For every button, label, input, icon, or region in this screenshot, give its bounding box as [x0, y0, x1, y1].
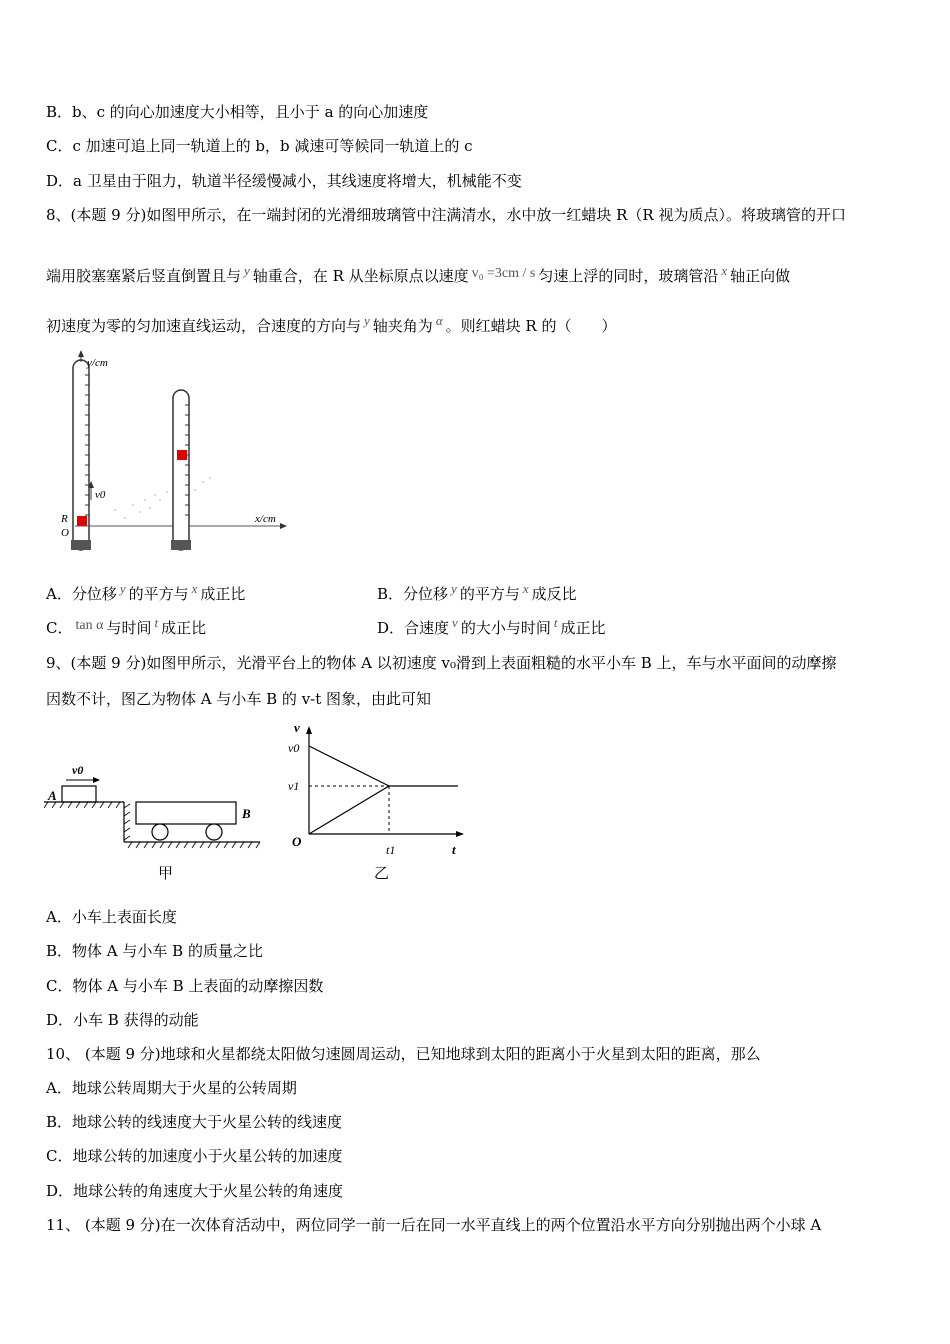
q11-stem: 11、 (本题 9 分)在一次体育活动中，两位同学一前一后在同一水平直线上的两个位置沿水平方向分别抛出两个小球 A: [46, 1216, 822, 1234]
v0-label: v0: [95, 489, 106, 501]
v-axis-label: v: [294, 720, 300, 735]
v1-tick-label: v1: [288, 779, 300, 793]
q7-option-c: C．c 加速可追上同一轨道上的 b，b 减速可等候同一轨道上的 c: [46, 137, 473, 155]
red-block-start: [77, 516, 87, 526]
q9-figure-yi: [282, 718, 472, 888]
o-label: O: [61, 527, 69, 539]
jia-v0-label: v0: [72, 763, 84, 777]
q8-stem-line2: 端用胶塞塞紧后竖直倒置且与 y 轴重合，在 R 从坐标原点以速度 v₀ =3cm / s 匀速上浮的同时，玻璃管沿 x 轴正向做: [46, 263, 791, 285]
left-tube: [71, 360, 91, 550]
q9-stem-line2: 因数不计，图乙为物体 A 与小车 B 的 v-t 图象，由此可知: [46, 690, 432, 708]
q10-option-d: D．地球公转的角速度大于火星公转的角速度: [46, 1182, 344, 1200]
q8-option-d: D．合速度 v 的大小与时间 t 成正比: [377, 615, 606, 637]
caption-yi: 乙: [374, 866, 390, 882]
q7-option-d: D．a 卫星由于阻力，轨道半径缓慢减小，其线速度将增大，机械能不变: [46, 172, 522, 190]
jia-a-label: A: [48, 788, 57, 803]
caption-jia: 甲: [158, 866, 174, 882]
q7-option-b: B．b、c 的向心加速度大小相等，且小于 a 的向心加速度: [46, 103, 429, 121]
t1-tick-label: t1: [386, 843, 396, 857]
line-a: [309, 746, 389, 786]
q8-option-c: C． tan α 与时间 t 成正比: [46, 615, 207, 637]
r-label: R: [61, 513, 68, 525]
q10-option-a: A．地球公转周期大于火星的公转周期: [46, 1079, 297, 1097]
cart-wheel-right: [206, 824, 222, 840]
q8-option-a: A．分位移 y 的平方与 x 成正比: [46, 581, 246, 603]
cart-b: [136, 802, 236, 824]
tan-alpha: tan α: [75, 618, 104, 633]
symbol-alpha: α: [435, 313, 443, 328]
origin-label: O: [292, 834, 302, 849]
line-b: [309, 786, 389, 834]
v0-equation: v₀ =3cm / s: [471, 266, 536, 281]
q8-stem-line1: 8、(本题 9 分)如图甲所示，在一端封闭的光滑细玻璃管中注满清水，水中放一红蜡块 R（R 视为质点）。将玻璃管的开口: [46, 206, 846, 224]
red-block-moved: [177, 450, 187, 460]
q10-option-b: B．地球公转的线速度大于火星公转的线速度: [46, 1113, 343, 1131]
cart-wheel-left: [152, 824, 168, 840]
y-axis-label: y/cm: [87, 357, 108, 369]
q9-option-d: D．小车 B 获得的动能: [46, 1011, 199, 1029]
right-tube: [171, 390, 191, 550]
q9-option-b: B．物体 A 与小车 B 的质量之比: [46, 942, 263, 960]
q9-option-a: A．小车上表面长度: [46, 908, 177, 926]
q8-option-b: B．分位移 y 的平方与 x 成反比: [377, 581, 577, 603]
q8-tube-figure: [55, 350, 295, 560]
q8-stem-line3: 初速度为零的匀加速直线运动，合速度的方向与 y 轴夹角为 α 。则红蜡块 R 的（ ）: [46, 313, 617, 335]
q9-figure-jia: [44, 760, 274, 885]
block-a: [62, 786, 96, 802]
jia-b-label: B: [242, 806, 251, 821]
q10-stem: 10、 (本题 9 分)地球和火星都绕太阳做匀速圆周运动，已知地球到太阳的距离小于火星到太阳的距离，那么: [46, 1045, 761, 1063]
symbol-y: y: [244, 263, 250, 278]
q9-stem-line1: 9、(本题 9 分)如图甲所示，光滑平台上的物体 A 以初速度 v₀滑到上表面粗糙的水平小车 B 上，车与水平面间的动摩擦: [46, 654, 837, 672]
symbol-x: x: [721, 263, 728, 278]
q10-option-c: C．地球公转的加速度小于火星公转的加速度: [46, 1147, 343, 1165]
v0-tick-label: v0: [288, 741, 300, 755]
t-axis-label: t: [452, 842, 456, 857]
x-axis-label: x/cm: [255, 513, 276, 525]
q9-option-c: C．物体 A 与小车 B 上表面的动摩擦因数: [46, 977, 324, 995]
